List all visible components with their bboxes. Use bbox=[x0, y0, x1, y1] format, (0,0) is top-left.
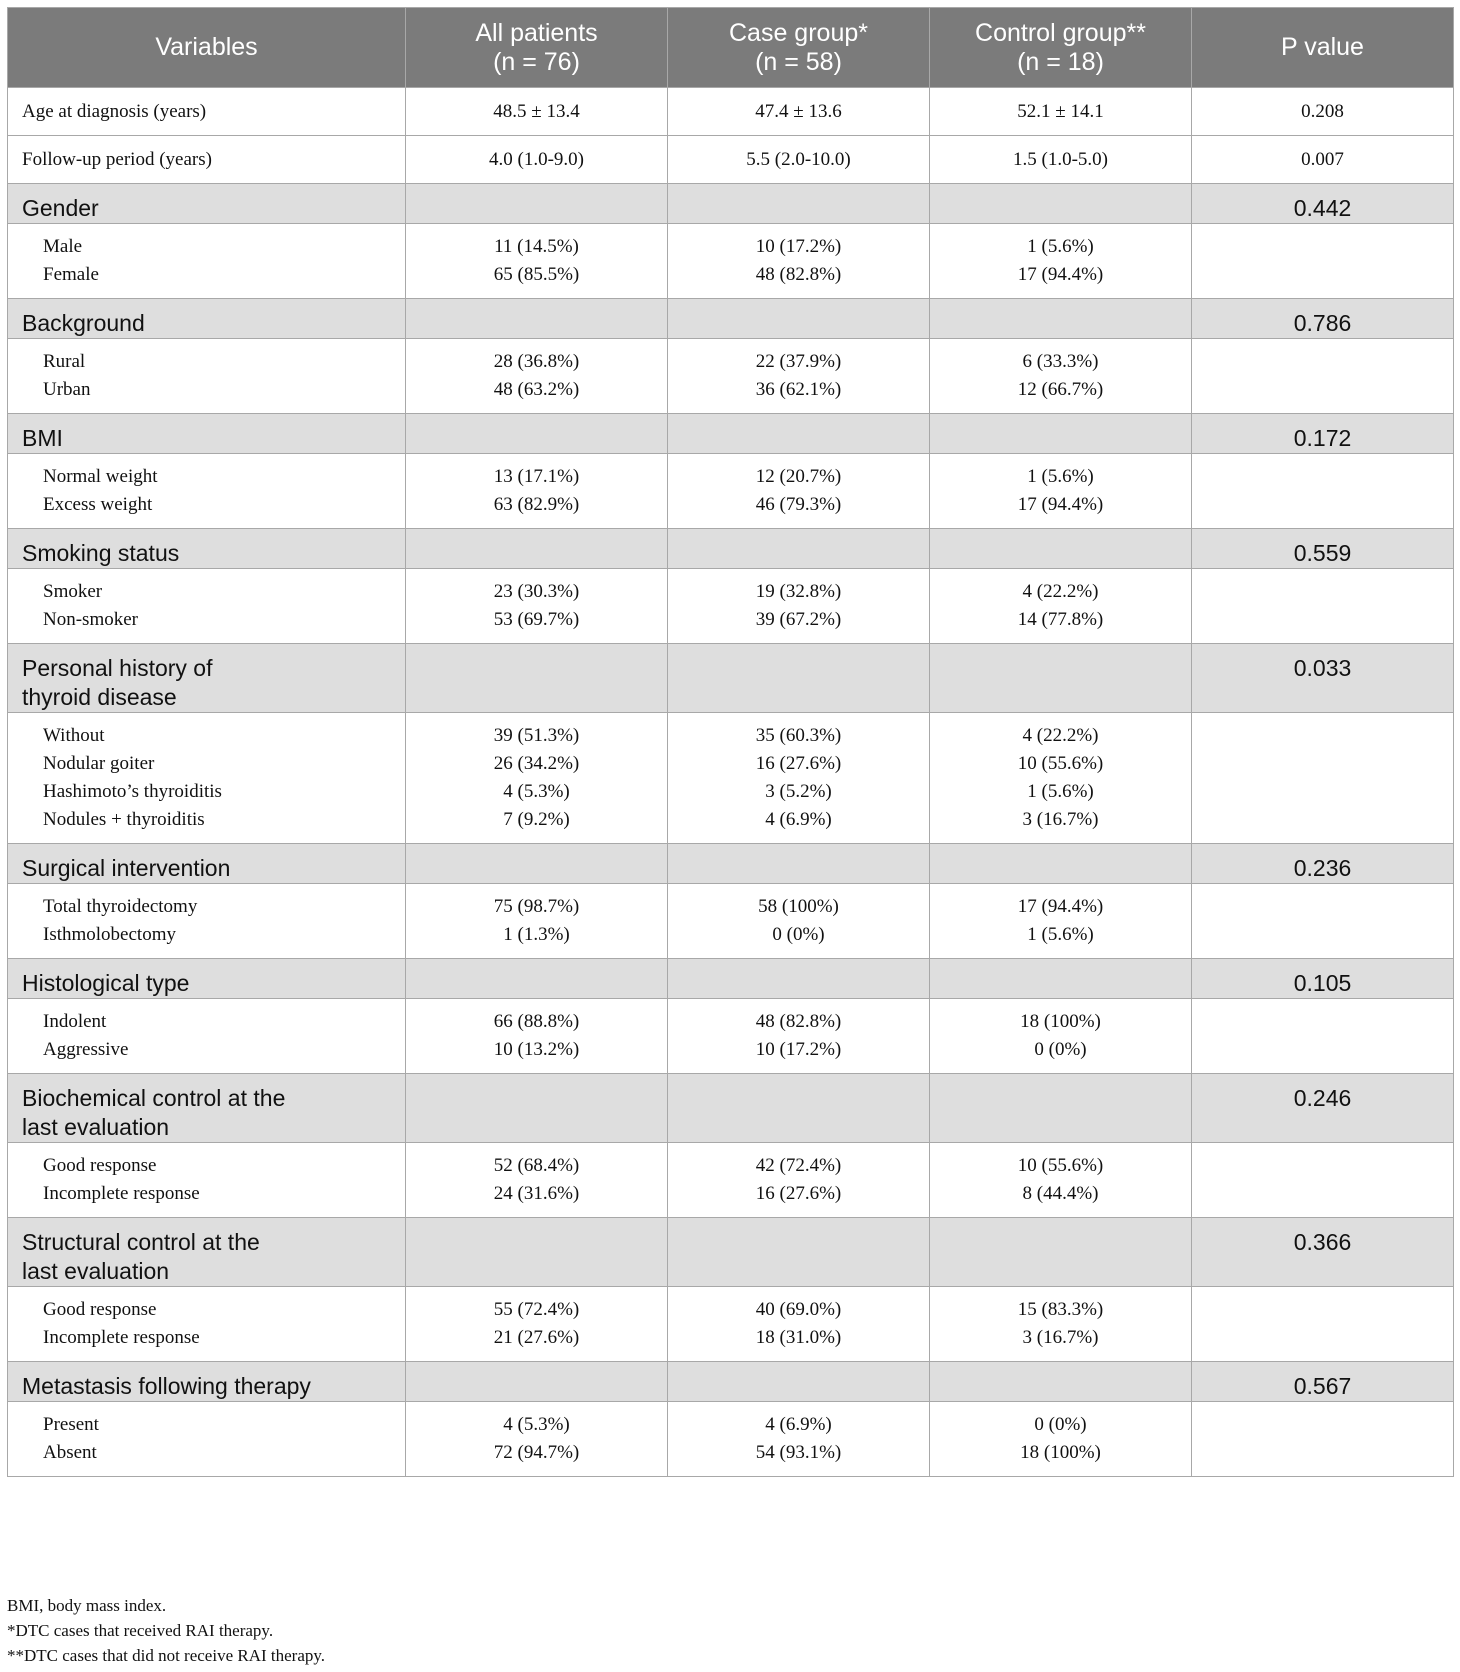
header-control-group bbox=[930, 8, 1192, 88]
case-group-values bbox=[668, 713, 930, 844]
variable-row bbox=[8, 88, 1454, 136]
control-group-values bbox=[930, 569, 1192, 644]
subcategory-row bbox=[8, 713, 1454, 844]
category-label-line: thyroid disease bbox=[22, 684, 177, 710]
subcategory-labels bbox=[8, 1402, 406, 1477]
cell-value: 4 (6.9%) bbox=[765, 809, 832, 830]
empty-cell bbox=[406, 184, 668, 224]
all-patients-values bbox=[406, 713, 668, 844]
p-value: 0.567 bbox=[1192, 1362, 1454, 1402]
case-group-values bbox=[668, 454, 930, 529]
cell-value: 4 (6.9%) bbox=[765, 1414, 832, 1435]
table-container bbox=[7, 7, 1453, 1477]
cell-value: 7 (9.2%) bbox=[503, 809, 570, 830]
control-group-values bbox=[930, 1402, 1192, 1477]
empty-cell bbox=[1192, 884, 1454, 959]
empty-cell bbox=[1192, 339, 1454, 414]
empty-cell bbox=[668, 529, 930, 569]
subcategory-row bbox=[8, 1287, 1454, 1362]
control-group-values bbox=[930, 884, 1192, 959]
category-label-line: Gender bbox=[22, 195, 99, 221]
all-patients-values bbox=[406, 999, 668, 1074]
cell-value: 4 (22.2%) bbox=[1022, 725, 1099, 746]
category-label-line: Metastasis following therapy bbox=[22, 1373, 311, 1399]
case-group-values bbox=[668, 569, 930, 644]
empty-cell bbox=[406, 1074, 668, 1143]
cell-value: 3 (16.7%) bbox=[1022, 809, 1099, 830]
control-group-values bbox=[930, 999, 1192, 1074]
empty-cell bbox=[668, 414, 930, 454]
cell-value: 39 (67.2%) bbox=[755, 609, 842, 630]
cell-value: 16 (27.6%) bbox=[755, 1183, 842, 1204]
table-body bbox=[8, 88, 1454, 1477]
case-group-values bbox=[668, 999, 930, 1074]
cell-value: 10 (55.6%) bbox=[1017, 1155, 1104, 1176]
category-row bbox=[8, 1218, 1454, 1287]
cell-value: 16 (27.6%) bbox=[755, 753, 842, 774]
cell-value: 15 (83.3%) bbox=[1017, 1299, 1104, 1320]
empty-cell bbox=[668, 1074, 930, 1143]
case-group-values bbox=[668, 224, 930, 299]
subcategory-label: Aggressive bbox=[43, 1039, 129, 1060]
all-patients-value: 4.0 (1.0-9.0) bbox=[406, 136, 668, 184]
variable-row bbox=[8, 136, 1454, 184]
cell-value: 23 (30.3%) bbox=[493, 581, 580, 602]
empty-cell bbox=[930, 844, 1192, 884]
variable-label: Follow-up period (years) bbox=[8, 136, 406, 184]
cell-value: 1 (5.6%) bbox=[1027, 924, 1094, 945]
cell-value: 4 (22.2%) bbox=[1022, 581, 1099, 602]
cell-value: 10 (55.6%) bbox=[1017, 753, 1104, 774]
category-label bbox=[8, 959, 406, 999]
patient-characteristics-table bbox=[7, 7, 1454, 1477]
cell-value: 48 (82.8%) bbox=[755, 264, 842, 285]
p-value: 0.007 bbox=[1192, 136, 1454, 184]
subcategory-label: Normal weight bbox=[43, 466, 158, 487]
category-row bbox=[8, 959, 1454, 999]
empty-cell bbox=[930, 644, 1192, 713]
cell-value: 48 (63.2%) bbox=[493, 379, 580, 400]
cell-value: 17 (94.4%) bbox=[1017, 494, 1104, 515]
case-group-values bbox=[668, 1287, 930, 1362]
empty-cell bbox=[1192, 999, 1454, 1074]
category-row bbox=[8, 414, 1454, 454]
cell-value: 36 (62.1%) bbox=[755, 379, 842, 400]
category-label-line: last evaluation bbox=[22, 1258, 170, 1284]
category-label-line: Surgical intervention bbox=[22, 855, 231, 881]
cell-value: 42 (72.4%) bbox=[755, 1155, 842, 1176]
subcategory-label: Total thyroidectomy bbox=[43, 896, 198, 917]
header-text-line: Variables bbox=[155, 33, 258, 61]
category-label-line: Structural control at the bbox=[22, 1229, 260, 1255]
footnote: **DTC cases that did not receive RAI therapy. bbox=[7, 1646, 326, 1665]
cell-value: 48 (82.8%) bbox=[755, 1011, 842, 1032]
subcategory-row bbox=[8, 1143, 1454, 1218]
table-header bbox=[8, 8, 1454, 88]
empty-cell bbox=[406, 414, 668, 454]
cell-value: 21 (27.6%) bbox=[493, 1327, 580, 1348]
empty-cell bbox=[668, 644, 930, 713]
p-value: 0.208 bbox=[1192, 88, 1454, 136]
header-text-line: Control group** bbox=[975, 18, 1146, 47]
header-text-line: Case group* bbox=[729, 18, 868, 47]
p-value: 0.559 bbox=[1192, 529, 1454, 569]
p-value: 0.172 bbox=[1192, 414, 1454, 454]
cell-value: 0 (0%) bbox=[1034, 1039, 1087, 1060]
category-label bbox=[8, 1074, 406, 1143]
header-text-line: (n = 58) bbox=[755, 47, 842, 76]
cell-value: 11 (14.5%) bbox=[494, 236, 579, 257]
control-group-values bbox=[930, 224, 1192, 299]
header-p-value bbox=[1192, 8, 1454, 88]
cell-value: 66 (88.8%) bbox=[493, 1011, 580, 1032]
subcategory-row bbox=[8, 454, 1454, 529]
category-label-line: Smoking status bbox=[22, 540, 180, 566]
cell-value: 65 (85.5%) bbox=[493, 264, 580, 285]
cell-value: 18 (31.0%) bbox=[755, 1327, 842, 1348]
cell-value: 72 (94.7%) bbox=[493, 1442, 580, 1463]
subcategory-row bbox=[8, 224, 1454, 299]
category-label bbox=[8, 644, 406, 713]
subcategory-label: Good response bbox=[43, 1299, 157, 1320]
cell-value: 3 (5.2%) bbox=[765, 781, 832, 802]
category-label bbox=[8, 184, 406, 224]
empty-cell bbox=[1192, 713, 1454, 844]
p-value: 0.442 bbox=[1192, 184, 1454, 224]
subcategory-label: Present bbox=[43, 1414, 99, 1435]
subcategory-label: Isthmolobectomy bbox=[43, 924, 176, 945]
p-value: 0.236 bbox=[1192, 844, 1454, 884]
empty-cell bbox=[930, 184, 1192, 224]
header-text-line: All patients bbox=[475, 18, 598, 47]
p-value: 0.246 bbox=[1192, 1074, 1454, 1143]
all-patients-values bbox=[406, 884, 668, 959]
cell-value: 24 (31.6%) bbox=[493, 1183, 580, 1204]
cell-value: 39 (51.3%) bbox=[493, 725, 580, 746]
empty-cell bbox=[406, 299, 668, 339]
cell-value: 4 (5.3%) bbox=[503, 1414, 570, 1435]
category-row bbox=[8, 1362, 1454, 1402]
all-patients-values bbox=[406, 224, 668, 299]
subcategory-row bbox=[8, 999, 1454, 1074]
category-row bbox=[8, 299, 1454, 339]
cell-value: 12 (66.7%) bbox=[1017, 379, 1104, 400]
subcategory-row bbox=[8, 569, 1454, 644]
cell-value: 19 (32.8%) bbox=[755, 581, 842, 602]
category-label bbox=[8, 1362, 406, 1402]
header-row bbox=[8, 8, 1454, 88]
cell-value: 26 (34.2%) bbox=[493, 753, 580, 774]
subcategory-label: Hashimoto’s thyroiditis bbox=[43, 781, 222, 802]
empty-cell bbox=[930, 299, 1192, 339]
subcategory-labels bbox=[8, 454, 406, 529]
cell-value: 35 (60.3%) bbox=[755, 725, 842, 746]
empty-cell bbox=[930, 1362, 1192, 1402]
category-label bbox=[8, 844, 406, 884]
category-row bbox=[8, 529, 1454, 569]
control-group-values bbox=[930, 713, 1192, 844]
cell-value: 1 (5.6%) bbox=[1027, 466, 1094, 487]
p-value: 0.366 bbox=[1192, 1218, 1454, 1287]
empty-cell bbox=[930, 529, 1192, 569]
all-patients-values bbox=[406, 454, 668, 529]
control-group-values bbox=[930, 454, 1192, 529]
header-case-group bbox=[668, 8, 930, 88]
category-row bbox=[8, 184, 1454, 224]
subcategory-row bbox=[8, 1402, 1454, 1477]
category-label bbox=[8, 529, 406, 569]
cell-value: 1 (1.3%) bbox=[503, 924, 570, 945]
cell-value: 52 (68.4%) bbox=[493, 1155, 580, 1176]
variable-label: Age at diagnosis (years) bbox=[8, 88, 406, 136]
empty-cell bbox=[1192, 1143, 1454, 1218]
subcategory-label: Nodules + thyroiditis bbox=[43, 809, 205, 830]
category-label-line: Biochemical control at the bbox=[22, 1085, 286, 1111]
subcategory-label: Rural bbox=[43, 351, 86, 372]
cell-value: 63 (82.9%) bbox=[493, 494, 580, 515]
cell-value: 10 (13.2%) bbox=[493, 1039, 580, 1060]
empty-cell bbox=[1192, 1287, 1454, 1362]
cell-value: 8 (44.4%) bbox=[1022, 1183, 1099, 1204]
cell-value: 4 (5.3%) bbox=[503, 781, 570, 802]
footnote: BMI, body mass index. bbox=[7, 1596, 167, 1615]
empty-cell bbox=[1192, 569, 1454, 644]
empty-cell bbox=[668, 184, 930, 224]
all-patients-values bbox=[406, 1143, 668, 1218]
subcategory-row bbox=[8, 339, 1454, 414]
control-group-value: 1.5 (1.0-5.0) bbox=[930, 136, 1192, 184]
subcategory-labels bbox=[8, 224, 406, 299]
header-text-line: (n = 18) bbox=[1017, 47, 1104, 76]
all-patients-values bbox=[406, 569, 668, 644]
empty-cell bbox=[668, 1218, 930, 1287]
case-group-values bbox=[668, 1143, 930, 1218]
control-group-value: 52.1 ± 14.1 bbox=[930, 88, 1192, 136]
cell-value: 28 (36.8%) bbox=[493, 351, 580, 372]
subcategory-label: Female bbox=[43, 264, 99, 285]
empty-cell bbox=[930, 1074, 1192, 1143]
subcategory-label: Smoker bbox=[43, 581, 103, 602]
empty-cell bbox=[1192, 454, 1454, 529]
all-patients-values bbox=[406, 1287, 668, 1362]
subcategory-label: Incomplete response bbox=[43, 1327, 200, 1348]
subcategory-labels bbox=[8, 999, 406, 1074]
subcategory-label: Good response bbox=[43, 1155, 157, 1176]
all-patients-value: 48.5 ± 13.4 bbox=[406, 88, 668, 136]
cell-value: 3 (16.7%) bbox=[1022, 1327, 1099, 1348]
cell-value: 17 (94.4%) bbox=[1017, 896, 1104, 917]
cell-value: 12 (20.7%) bbox=[755, 466, 842, 487]
cell-value: 18 (100%) bbox=[1020, 1442, 1101, 1463]
cell-value: 75 (98.7%) bbox=[493, 896, 580, 917]
header-all-patients bbox=[406, 8, 668, 88]
category-label bbox=[8, 1218, 406, 1287]
category-label bbox=[8, 414, 406, 454]
table-footnotes bbox=[7, 1593, 325, 1668]
case-group-values bbox=[668, 339, 930, 414]
subcategory-labels bbox=[8, 339, 406, 414]
category-label-line: Histological type bbox=[22, 970, 190, 996]
cell-value: 0 (0%) bbox=[1034, 1414, 1087, 1435]
cell-value: 13 (17.1%) bbox=[493, 466, 580, 487]
p-value: 0.786 bbox=[1192, 299, 1454, 339]
category-label bbox=[8, 299, 406, 339]
cell-value: 22 (37.9%) bbox=[755, 351, 842, 372]
subcategory-label: Urban bbox=[43, 379, 91, 400]
empty-cell bbox=[406, 644, 668, 713]
category-label-line: Background bbox=[22, 310, 145, 336]
subcategory-label: Nodular goiter bbox=[43, 753, 155, 774]
empty-cell bbox=[406, 844, 668, 884]
cell-value: 53 (69.7%) bbox=[493, 609, 580, 630]
empty-cell bbox=[406, 959, 668, 999]
subcategory-label: Excess weight bbox=[43, 494, 153, 515]
empty-cell bbox=[406, 1218, 668, 1287]
subcategory-labels bbox=[8, 569, 406, 644]
subcategory-label: Non-smoker bbox=[43, 609, 138, 630]
subcategory-label: Without bbox=[43, 725, 105, 746]
header-text-line: P value bbox=[1281, 33, 1364, 61]
subcategory-labels bbox=[8, 713, 406, 844]
case-group-values bbox=[668, 884, 930, 959]
header-text-line: (n = 76) bbox=[493, 47, 580, 76]
category-label-line: last evaluation bbox=[22, 1114, 170, 1140]
control-group-values bbox=[930, 1287, 1192, 1362]
empty-cell bbox=[406, 529, 668, 569]
all-patients-values bbox=[406, 339, 668, 414]
cell-value: 14 (77.8%) bbox=[1017, 609, 1104, 630]
empty-cell bbox=[1192, 1402, 1454, 1477]
cell-value: 54 (93.1%) bbox=[755, 1442, 842, 1463]
cell-value: 0 (0%) bbox=[772, 924, 825, 945]
header-variables bbox=[8, 8, 406, 88]
empty-cell bbox=[1192, 224, 1454, 299]
cell-value: 55 (72.4%) bbox=[493, 1299, 580, 1320]
empty-cell bbox=[668, 844, 930, 884]
cell-value: 40 (69.0%) bbox=[755, 1299, 842, 1320]
subcategory-label: Incomplete response bbox=[43, 1183, 200, 1204]
empty-cell bbox=[668, 1362, 930, 1402]
category-row bbox=[8, 844, 1454, 884]
cell-value: 6 (33.3%) bbox=[1022, 351, 1099, 372]
case-group-values bbox=[668, 1402, 930, 1477]
empty-cell bbox=[930, 414, 1192, 454]
cell-value: 10 (17.2%) bbox=[755, 1039, 842, 1060]
subcategory-label: Absent bbox=[43, 1442, 97, 1463]
category-label-line: Personal history of bbox=[22, 655, 213, 681]
case-group-value: 47.4 ± 13.6 bbox=[668, 88, 930, 136]
empty-cell bbox=[668, 959, 930, 999]
subcategory-labels bbox=[8, 884, 406, 959]
case-group-value: 5.5 (2.0-10.0) bbox=[668, 136, 930, 184]
cell-value: 46 (79.3%) bbox=[755, 494, 842, 515]
all-patients-values bbox=[406, 1402, 668, 1477]
footnote: *DTC cases that received RAI therapy. bbox=[7, 1621, 274, 1640]
control-group-values bbox=[930, 339, 1192, 414]
empty-cell bbox=[930, 959, 1192, 999]
cell-value: 10 (17.2%) bbox=[755, 236, 842, 257]
p-value: 0.033 bbox=[1192, 644, 1454, 713]
subcategory-label: Indolent bbox=[43, 1011, 107, 1032]
control-group-values bbox=[930, 1143, 1192, 1218]
cell-value: 1 (5.6%) bbox=[1027, 781, 1094, 802]
cell-value: 1 (5.6%) bbox=[1027, 236, 1094, 257]
subcategory-labels bbox=[8, 1143, 406, 1218]
category-row bbox=[8, 1074, 1454, 1143]
category-label-line: BMI bbox=[22, 425, 63, 451]
empty-cell bbox=[406, 1362, 668, 1402]
cell-value: 58 (100%) bbox=[758, 896, 839, 917]
p-value: 0.105 bbox=[1192, 959, 1454, 999]
cell-value: 17 (94.4%) bbox=[1017, 264, 1104, 285]
empty-cell bbox=[930, 1218, 1192, 1287]
cell-value: 18 (100%) bbox=[1020, 1011, 1101, 1032]
subcategory-row bbox=[8, 884, 1454, 959]
category-row bbox=[8, 644, 1454, 713]
empty-cell bbox=[668, 299, 930, 339]
subcategory-label: Male bbox=[43, 236, 83, 257]
subcategory-labels bbox=[8, 1287, 406, 1362]
